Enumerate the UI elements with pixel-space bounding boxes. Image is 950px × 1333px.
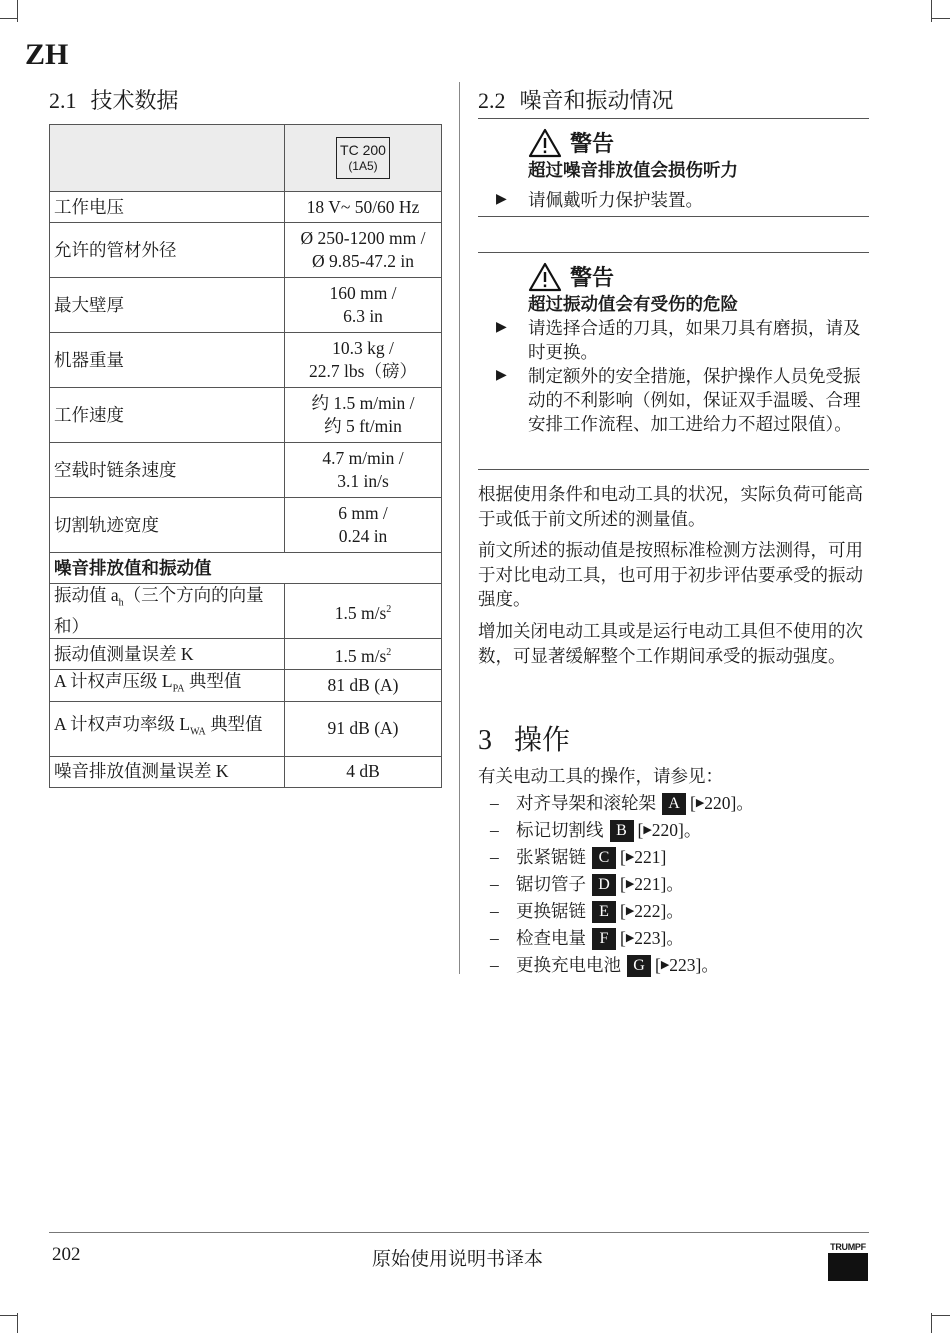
table-row [50, 223, 442, 278]
section-2-1-heading [49, 84, 179, 115]
row-label: 机器重量 [50, 333, 285, 388]
figure-letter-badge: B [610, 820, 634, 842]
value-superscript: 2 [386, 603, 392, 615]
row-label: 切割轨迹宽度 [50, 498, 285, 553]
row-value [285, 584, 442, 639]
model-badge [336, 137, 390, 179]
warning-item [478, 316, 869, 364]
model-name: TC 200 [340, 142, 386, 158]
bullet-arrow-icon: ▶ [496, 320, 507, 335]
row-value: 91 dB (A) [285, 701, 442, 756]
operations-list [478, 790, 870, 979]
operation-text: 检查电量 [516, 928, 586, 948]
operation-text: 张紧锯链 [516, 847, 586, 867]
list-dash: – [490, 955, 499, 975]
label-subscript: WA [190, 726, 206, 738]
warning-box-noise [478, 118, 869, 217]
list-item[interactable] [478, 925, 870, 952]
value-text: 1.5 m/s [334, 645, 387, 666]
operations-intro: 有关电动工具的操作，请参见： [478, 766, 723, 786]
crop-mark [932, 18, 950, 19]
page-reference[interactable]: 223] [634, 928, 667, 948]
section-number: 2.1 [49, 88, 77, 113]
technical-data-table [49, 124, 442, 788]
label-text: 典型值 [205, 714, 263, 735]
warning-item-text: 请佩戴听力保护装置。 [528, 190, 703, 210]
row-label [50, 584, 285, 639]
warning-item-text: 制定额外的安全措施，保护操作人员免受振动的不利影响（例如，保证双手温暖、合理安排工作流程、加工进给力不超过限值）。 [528, 366, 861, 434]
page-ref-arrow-icon: ▶ [660, 959, 670, 971]
row-label: 噪音排放值测量误差 K [50, 756, 285, 787]
row-value [285, 223, 442, 278]
bullet-arrow-icon: ▶ [496, 368, 507, 383]
column-divider [459, 82, 460, 974]
list-dash: – [490, 928, 499, 948]
bullet-arrow-icon: ▶ [496, 192, 507, 207]
section-number: 3 [478, 725, 492, 756]
warning-subheading: 超过噪音排放值会损伤听力 [528, 160, 738, 180]
warning-heading [528, 127, 869, 158]
punctuation: 。 [736, 793, 754, 813]
row-value [285, 333, 442, 388]
footer-divider [49, 1232, 869, 1233]
page-ref-arrow-icon: ▶ [695, 797, 705, 809]
table-row [50, 388, 442, 443]
warning-box-vibration [478, 252, 869, 470]
crop-mark [0, 18, 18, 19]
list-dash: – [490, 847, 499, 867]
page-reference[interactable]: 220] [651, 820, 684, 840]
warning-triangle-icon [528, 262, 562, 292]
model-code: (1A5) [348, 159, 378, 173]
value-line: 22.7 lbs（磅） [309, 361, 417, 381]
row-value [285, 443, 442, 498]
row-label [50, 670, 285, 702]
section-title: 技术数据 [90, 88, 179, 113]
row-label: 允许的管材外径 [50, 223, 285, 278]
figure-letter-badge: E [592, 901, 616, 923]
list-item[interactable] [478, 898, 870, 925]
operation-text: 锯切管子 [516, 874, 586, 894]
footer-title: 原始使用说明书译本 [372, 1249, 544, 1270]
row-value [285, 639, 442, 670]
label-text: A 计权声功率级 L [54, 714, 191, 735]
table-row [50, 278, 442, 333]
table-row [50, 498, 442, 553]
warning-item-text: 请选择合适的刀具，如果刀具有磨损，请及时更换。 [528, 318, 861, 362]
list-item[interactable] [478, 871, 870, 898]
ref-bracket: [ [637, 820, 644, 840]
row-label: 空载时链条速度 [50, 443, 285, 498]
row-label: 振动值测量误差 K [50, 639, 285, 670]
value-line: 6.3 in [343, 306, 383, 326]
punctuation: 。 [666, 901, 684, 921]
row-value [285, 388, 442, 443]
row-value: 18 V~ 50/60 Hz [285, 192, 442, 223]
label-text: 典型值 [184, 671, 242, 691]
list-item[interactable] [478, 952, 870, 979]
page-ref-arrow-icon: ▶ [625, 905, 635, 917]
page-reference[interactable]: 221] [634, 874, 667, 894]
row-value: 4 dB [285, 756, 442, 787]
value-line: 0.24 in [338, 526, 388, 546]
table-row [50, 639, 442, 670]
list-item[interactable] [478, 844, 870, 871]
crop-mark [0, 1315, 18, 1316]
paragraph: 前文所述的振动值是按照标准检测方法测得，可用于对比电动工具，也可用于初步评估要承受的振动强度。 [478, 540, 863, 609]
brand-logo-block [828, 1253, 868, 1281]
ref-bracket: [ [655, 955, 661, 975]
row-value [285, 498, 442, 553]
warning-item [478, 188, 869, 212]
value-line: 4.7 m/min / [322, 448, 404, 468]
page-ref-arrow-icon: ▶ [625, 932, 635, 944]
page-ref-arrow-icon: ▶ [643, 824, 652, 836]
value-line: 3.1 in/s [337, 471, 389, 491]
page-reference[interactable]: 222] [634, 901, 667, 921]
list-dash: – [490, 793, 499, 813]
operation-text: 标记切割线 [516, 820, 604, 840]
paragraph: 增加关闭电动工具或是运行电动工具但不使用的次数，可显著缓解整个工作期间承受的振动强度。 [478, 621, 863, 666]
page-ref-arrow-icon: ▶ [625, 851, 635, 863]
label-subscript: PA [172, 683, 185, 695]
table-row [50, 192, 442, 223]
value-line: 约 5 ft/min [324, 416, 402, 436]
warning-title: 警告 [570, 265, 615, 290]
value-line: 6 mm / [338, 503, 388, 523]
label-text: 振动值 a [54, 585, 119, 606]
punctuation: 。 [666, 874, 684, 894]
brand-logo [828, 1242, 868, 1281]
table-row [50, 701, 442, 756]
list-dash: – [490, 901, 499, 921]
page-ref-arrow-icon: ▶ [625, 878, 635, 890]
list-dash: – [490, 874, 499, 894]
header-empty-cell [50, 125, 285, 192]
warning-triangle-icon [528, 128, 562, 158]
ref-bracket: [ [620, 928, 626, 948]
page-reference[interactable]: 221] [634, 847, 667, 867]
figure-letter-badge: C [592, 847, 616, 869]
section-2-2-heading [478, 84, 674, 115]
value-superscript: 2 [386, 646, 392, 658]
ref-bracket: [ [620, 874, 626, 894]
crop-mark [932, 1315, 950, 1316]
value-line: 160 mm / [329, 283, 397, 303]
label-text: （三个方向的向量和） [54, 585, 264, 636]
page-reference[interactable]: 220] [704, 793, 737, 813]
page-reference[interactable]: 223] [669, 955, 702, 975]
operation-text: 更换锯链 [516, 901, 586, 921]
table-header-row [50, 125, 442, 192]
value-text: 1.5 m/s [334, 602, 387, 623]
punctuation: 。 [701, 955, 719, 975]
warning-heading [528, 261, 869, 292]
ref-bracket: [ [690, 793, 696, 813]
table-row [50, 756, 442, 787]
list-item[interactable] [478, 790, 870, 817]
table-group-row [50, 553, 442, 584]
ref-bracket: [ [620, 847, 626, 867]
figure-letter-badge: D [592, 874, 616, 896]
table-row [50, 670, 442, 702]
crop-mark [17, 1313, 18, 1333]
figure-letter-badge: F [592, 928, 616, 950]
figure-letter-badge: G [627, 955, 651, 977]
value-line: 10.3 kg / [332, 338, 394, 358]
list-dash: – [490, 820, 499, 840]
punctuation: 。 [683, 820, 702, 840]
value-line: Ø 250-1200 mm / [300, 228, 426, 248]
row-value [285, 278, 442, 333]
section-title: 噪音和振动情况 [519, 88, 674, 113]
section-title: 操作 [514, 725, 571, 756]
operation-text: 更换充电电池 [516, 955, 621, 975]
language-tag: ZH [25, 38, 69, 71]
punctuation: 。 [666, 928, 684, 948]
operation-text: 对齐导架和滚轮架 [516, 793, 656, 813]
section-3-heading [478, 718, 570, 758]
table-row [50, 333, 442, 388]
model-cell [285, 125, 442, 192]
table-row [50, 443, 442, 498]
label-subscript: h [118, 597, 124, 609]
row-label: 工作电压 [50, 192, 285, 223]
warning-subheading: 超过振动值会有受伤的危险 [528, 294, 738, 314]
paragraph: 根据使用条件和电动工具的状况，实际负荷可能高于或低于前文所述的测量值。 [478, 484, 863, 529]
ref-bracket: [ [620, 901, 626, 921]
value-line: Ø 9.85-47.2 in [311, 251, 415, 271]
brand-name: TRUMPF [830, 1242, 866, 1252]
warning-title: 警告 [570, 131, 615, 156]
figure-letter-badge: A [662, 793, 686, 815]
label-text: A 计权声压级 L [54, 671, 173, 691]
crop-mark [931, 1313, 932, 1333]
page-number: 202 [52, 1244, 81, 1265]
list-item[interactable] [478, 817, 870, 844]
row-label [50, 701, 285, 756]
value-line: 约 1.5 m/min / [311, 393, 415, 413]
warning-item [478, 364, 869, 436]
row-value: 81 dB (A) [285, 670, 442, 702]
table-row [50, 584, 442, 639]
row-label: 工作速度 [50, 388, 285, 443]
row-label: 最大壁厚 [50, 278, 285, 333]
group-header: 噪音排放值和振动值 [50, 553, 442, 584]
section-number: 2.2 [478, 88, 506, 113]
